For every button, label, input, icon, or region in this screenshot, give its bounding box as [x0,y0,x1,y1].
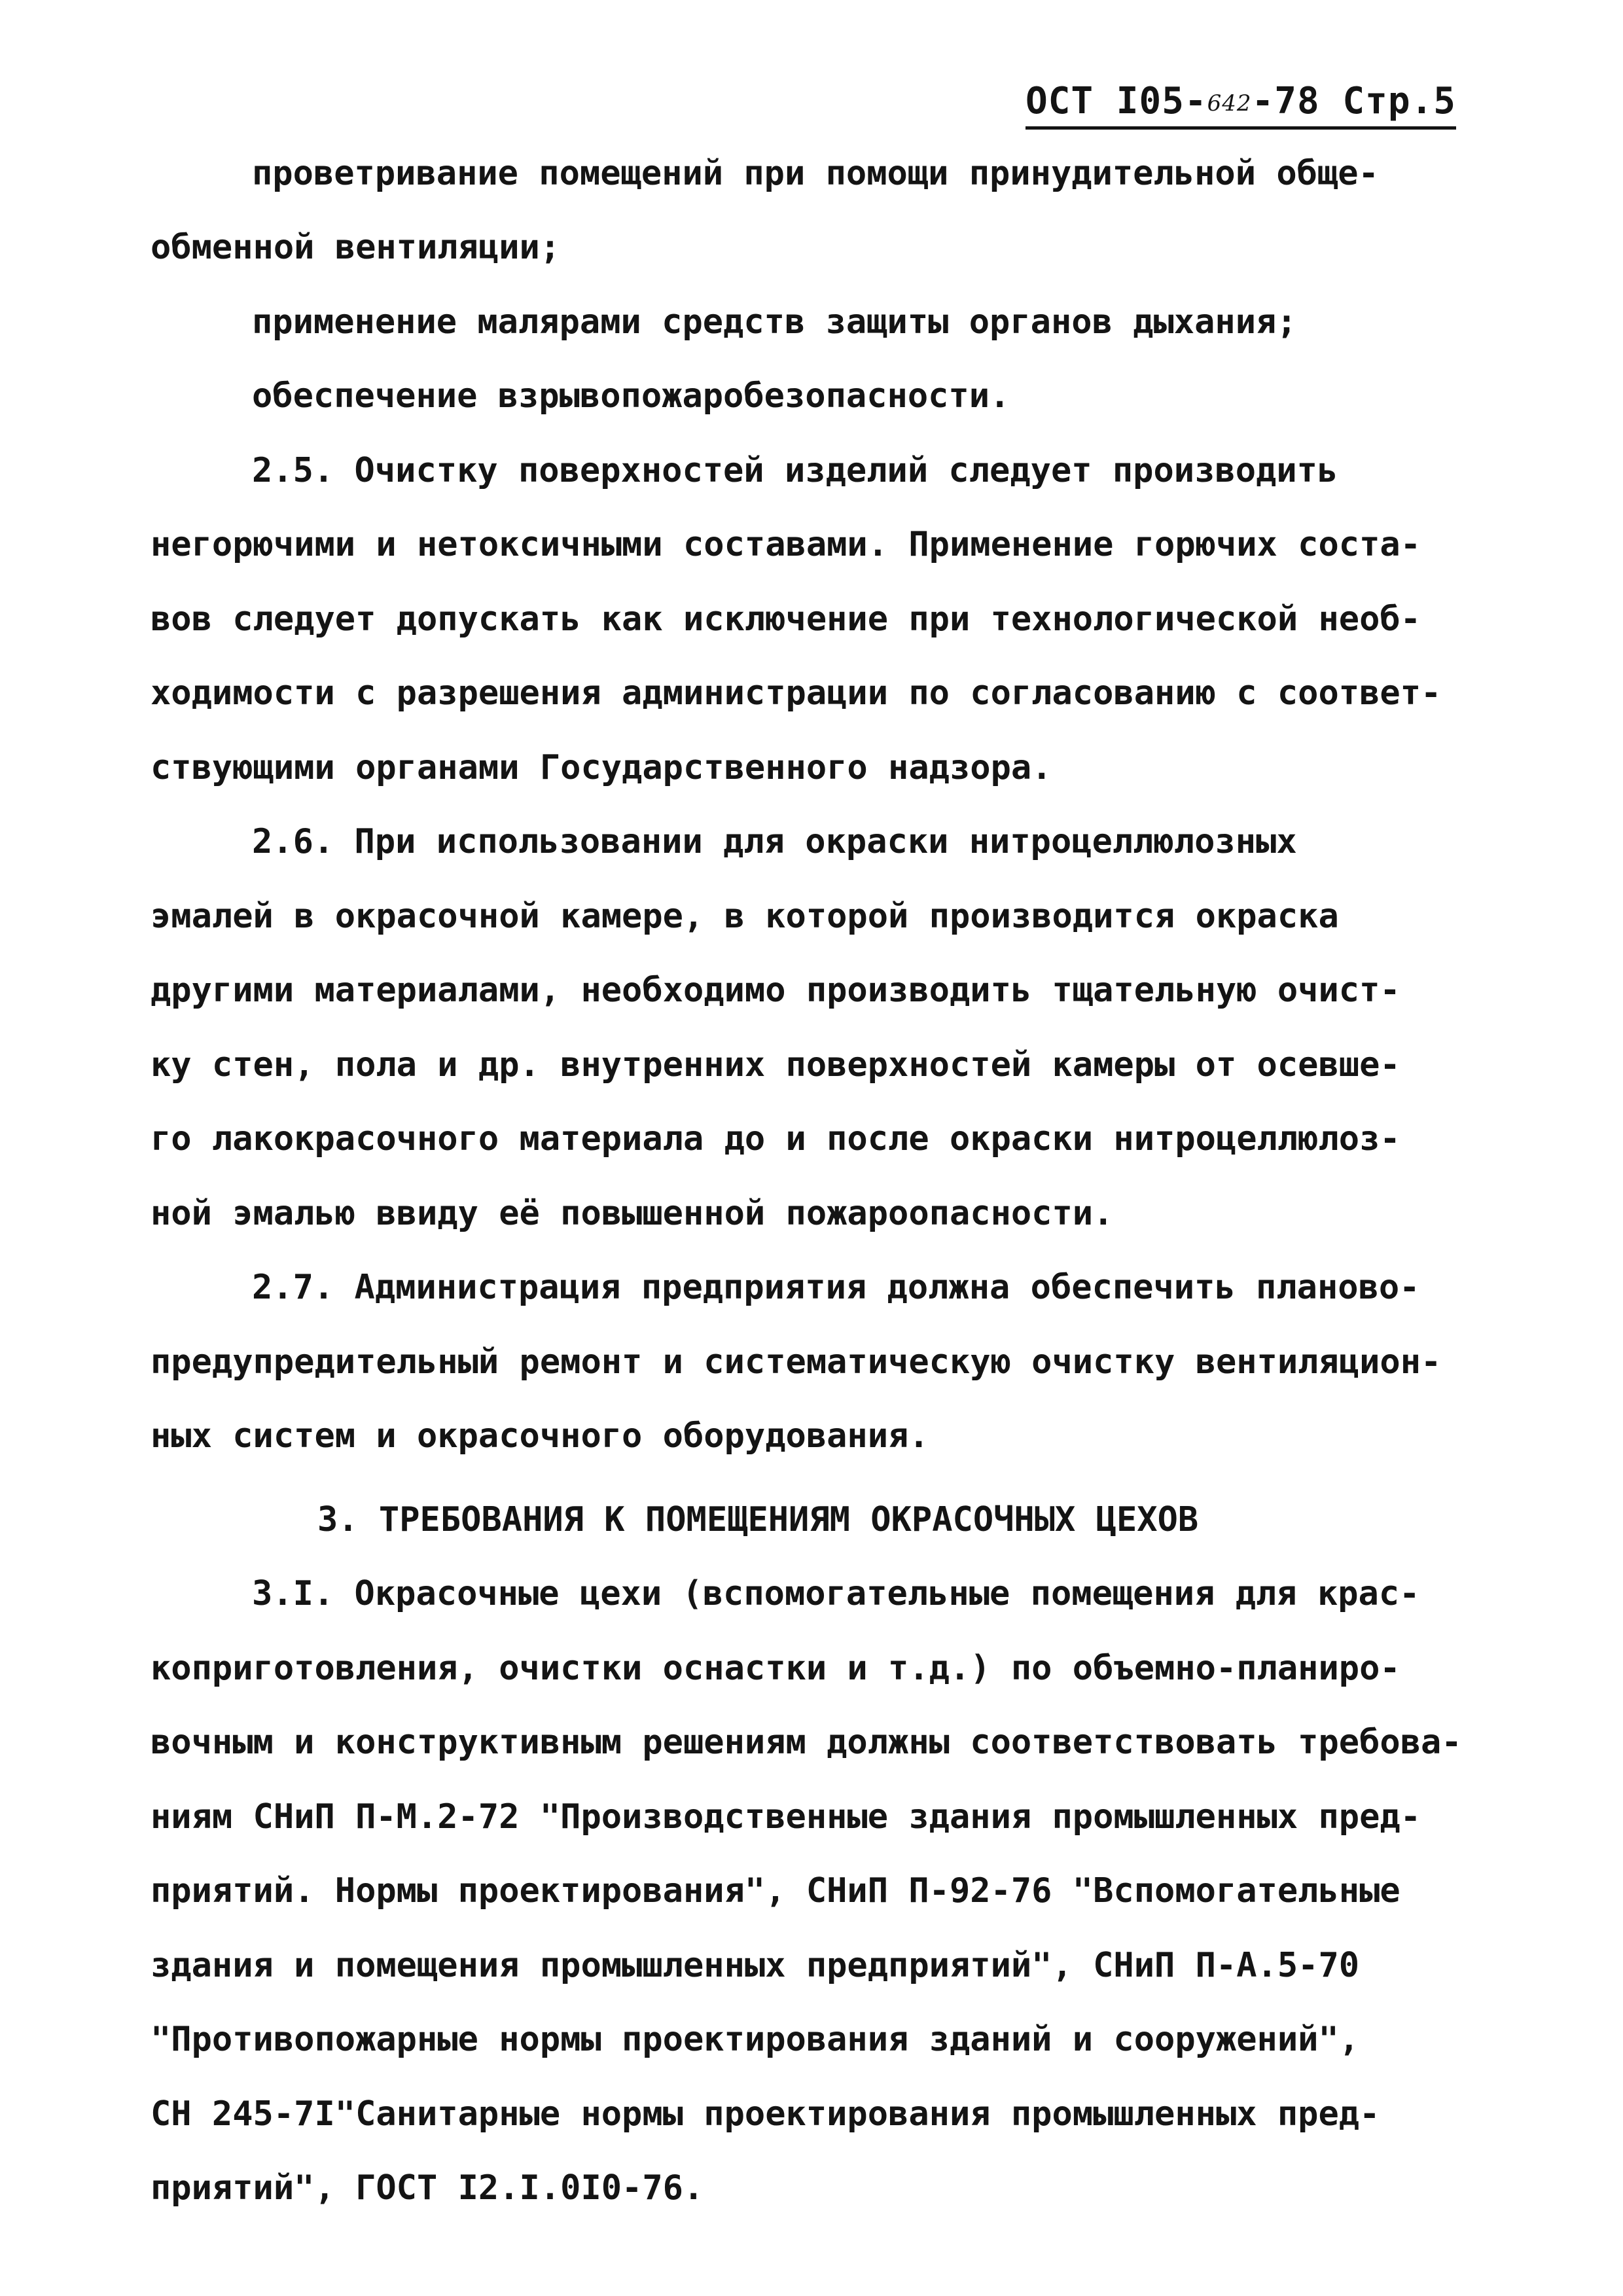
text-line: предупредительный ремонт и систематическую очистку вентиляцион- [151,1342,1442,1382]
page-header [1026,80,1456,130]
handwritten-doc-number: 642 [1207,90,1252,117]
text-line: другими материалами, необходимо производить тщательную очист- [151,971,1400,1010]
doc-number-prefix: ОСТ I05- [1025,80,1207,122]
text-line: ствующими органами Государственного надзора. [151,748,1052,787]
paragraph-2-7-line: 2.7. Администрация предприятия должна обеспечить планово- [252,1268,1420,1307]
text-line: негорючими и нетоксичными составами. Применение горючих соста- [151,525,1421,564]
text-line: СН 245-7I"Санитарные нормы проектирования промышленных пред- [151,2094,1380,2134]
paragraph-2-6-line: 2.6. При использовании для окраски нитроцеллюлозных [252,822,1297,861]
paragraph-3-1-line: 3.I. Окрасочные цехи (вспомогательные помещения для крас- [252,1574,1420,1613]
doc-number-suffix: -78 Стр.5 [1251,80,1456,122]
text-line: коприготовления, очистки оснастки и т.д.) по объемно-планиро- [151,1649,1400,1688]
text-line: здания и помещения промышленных предприятий", СНиП П-А.5-70 [151,1946,1360,1985]
text-line: обеспечение взрывопожаробезопасности. [252,376,1010,416]
text-line: "Противопожарные нормы проектирования зданий и сооружений", [151,2020,1360,2059]
text-line: проветривание помещений при помощи принудительной обще- [252,154,1379,193]
text-line: вочным и конструктивным решениям должны соответствовать требова- [151,1723,1462,1762]
text-line: вов следует допускать как исключение при технологической необ- [151,600,1421,639]
text-line: ной эмалью ввиду её повышенной пожароопасности. [151,1194,1114,1233]
text-line: эмалей в окрасочной камере, в которой производится окраска [151,897,1339,936]
paragraph-2-5-line: 2.5. Очистку поверхностей изделий следует производить [252,451,1338,490]
text-line: обменной вентиляции; [151,228,561,267]
text-line: приятий. Нормы проектирования", СНиП П-92-76 "Вспомогательные [151,1871,1400,1910]
text-line: ку стен, пола и др. внутренних поверхностей камеры от осевше- [151,1045,1400,1085]
text-line: приятий", ГОСТ I2.I.0I0-76. [151,2168,704,2208]
text-line: ных систем и окрасочного оборудования. [151,1416,929,1456]
text-line: применение малярами средств защиты органов дыхания; [252,302,1297,342]
text-line: го лакокрасочного материала до и после окраски нитроцеллюлоз- [151,1119,1400,1158]
text-line: ниям СНиП П-М.2-72 "Производственные здания промышленных пред- [151,1797,1421,1837]
section-3-heading: 3. ТРЕБОВАНИЯ К ПОМЕЩЕНИЯМ ОКРАСОЧНЫХ ЦЕХОВ [317,1500,1199,1539]
text-line: ходимости с разрешения администрации по согласованию с соответ- [151,673,1442,713]
